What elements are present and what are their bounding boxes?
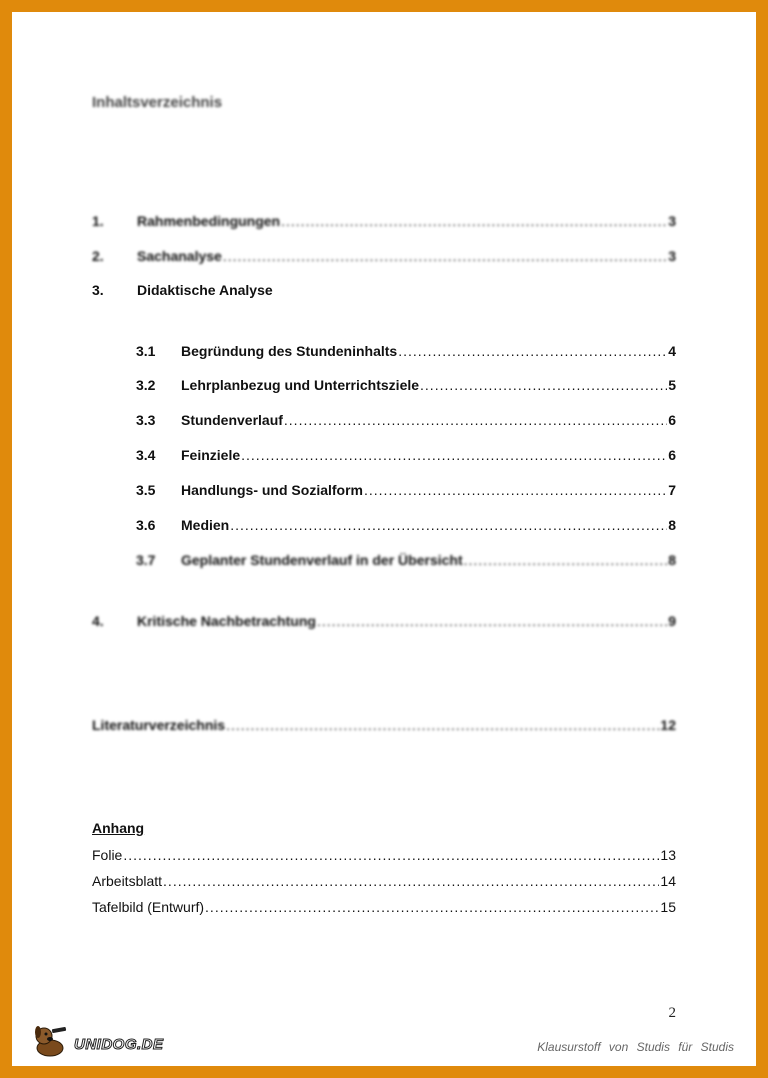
logo-text: UNIDOG.DE (74, 1036, 164, 1053)
toc-entry (92, 213, 676, 233)
toc-leader (226, 717, 659, 733)
anhang-entry-label: Folie (92, 847, 123, 863)
toc-entry (92, 282, 676, 302)
toc-entry-label: Didaktische Analyse (137, 282, 273, 298)
anhang-entry-page: 13 (660, 847, 676, 863)
toc-leader (123, 847, 659, 863)
toc-entry-page: 7 (668, 482, 676, 498)
toc-entry-number: 3.5 (136, 482, 156, 498)
anhang-entry-page: 14 (660, 873, 676, 889)
toc-entry-number: 3.6 (136, 517, 156, 533)
toc-entry-label: Feinziele (181, 447, 241, 463)
toc-entry (136, 412, 676, 432)
anhang-entry (92, 873, 676, 893)
toc-title: Inhaltsverzeichnis (92, 94, 223, 111)
toc-entry-label: Stundenverlauf (181, 412, 283, 428)
anhang-title: Anhang (92, 820, 145, 836)
footer-tagline: Klausurstoff von Studis für Studis (537, 1040, 734, 1054)
toc-leader (284, 412, 667, 428)
toc-leader (230, 517, 667, 533)
toc-entry-number: 3.3 (136, 412, 156, 428)
toc-entry-page: 6 (668, 447, 676, 463)
toc-entry (136, 447, 676, 467)
unidog-logo (30, 1022, 165, 1058)
toc-entry-label: Sachanalyse (137, 248, 222, 264)
toc-entry (136, 377, 676, 397)
anhang-entry-page: 15 (660, 899, 676, 915)
toc-entry-number: 2. (92, 248, 104, 264)
dog-icon (30, 1022, 74, 1058)
toc-entry-label: Medien (181, 517, 230, 533)
toc-entry-label: Handlungs- und Sozialform (181, 482, 363, 498)
toc-entry-page: 12 (660, 717, 676, 733)
toc-entry-number: 3. (92, 282, 104, 298)
toc-leader (241, 447, 667, 463)
toc-entry (136, 552, 676, 572)
toc-entry (136, 517, 676, 537)
toc-entry-label: Kritische Nachbetrachtung (137, 613, 316, 629)
toc-entry-page: 8 (668, 517, 676, 533)
page-number: 2 (668, 1005, 676, 1021)
toc-leader (223, 248, 667, 264)
toc-leader (464, 552, 668, 568)
toc-entry-label: Geplanter Stundenverlauf in der Übersicht (181, 552, 463, 568)
toc-entry-page: 4 (668, 343, 676, 359)
toc-entry (92, 717, 676, 737)
anhang-entry-label: Arbeitsblatt (92, 873, 163, 889)
toc-leader (317, 613, 667, 629)
toc-entry (92, 613, 676, 633)
toc-entry (92, 248, 676, 268)
toc-entry (136, 343, 676, 363)
toc-entry-number: 3.7 (136, 552, 156, 568)
toc-entry-page: 6 (668, 412, 676, 428)
toc-leader (281, 213, 667, 229)
anhang-entry-label: Tafelbild (Entwurf) (92, 899, 205, 915)
toc-leader (398, 343, 667, 359)
anhang-entry (92, 847, 676, 867)
toc-leader (205, 899, 659, 915)
toc-entry-page: 3 (668, 248, 676, 264)
toc-entry-number: 3.1 (136, 343, 156, 359)
toc-entry-page: 9 (668, 613, 676, 629)
toc-entry-number: 4. (92, 613, 104, 629)
toc-entry-number: 3.4 (136, 447, 156, 463)
toc-entry-label: Rahmenbedingungen (137, 213, 281, 229)
anhang-entry (92, 899, 676, 919)
toc-leader (364, 482, 667, 498)
toc-entry-label: Literaturverzeichnis (92, 717, 226, 733)
toc-entry-page: 5 (668, 377, 676, 393)
toc-entry-number: 3.2 (136, 377, 156, 393)
toc-leader (420, 377, 667, 393)
toc-entry (136, 482, 676, 502)
toc-leader (163, 873, 659, 889)
toc-entry-page: 8 (668, 552, 676, 568)
toc-entry-label: Begründung des Stundeninhalts (181, 343, 398, 359)
toc-entry-page: 3 (668, 213, 676, 229)
toc-entry-number: 1. (92, 213, 104, 229)
document-page (12, 12, 756, 1066)
toc-entry-label: Lehrplanbezug und Unterrichtsziele (181, 377, 420, 393)
